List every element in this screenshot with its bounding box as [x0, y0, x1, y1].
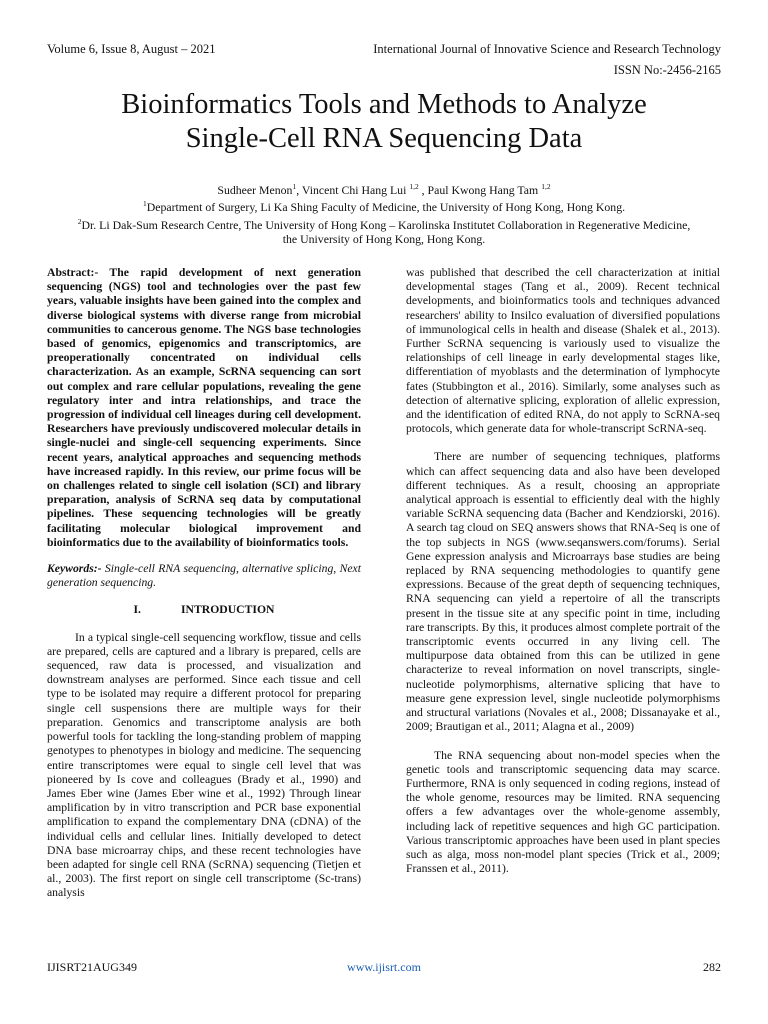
author-3-sup: 1,2: [541, 182, 551, 191]
author-2: , Vincent Chi Hang Lui: [296, 182, 410, 197]
author-2-sup: 1,2: [409, 182, 419, 191]
abstract: Abstract:- The rapid development of next generation sequencing (NGS) tool and technologies over the past few years, valuable insights have been gained into the complex and diverse biological systems with diverse range from microbial communities to cancerous genome. The NGS base technologies based of genomics, epigenomics and transcriptomics, are preoperationally concentrated on individual cells characterization. As an example, ScRNA sequencing can sort out complex and rare cellular populations, revealing the gene regulatory inter and intra relationships, and trace the progression of individual cell lineages during cell development. Researchers have previously undiscovered molecular details in single-nuclei and single-cell sequencing experiments. Since recent years, analytical approaches and sequencing methods have increased rapidly. In this review, our prime focus will be on challenges related to single cell isolation (SCI) and library preparation, analysis of ScRNA seq data by computational pipelines. These sequencing technologies will be greatly facilitating molecular biological improvement and bioinformatics due to the availability of bioinformatics tools.: [47, 266, 361, 549]
section-heading: [47, 603, 361, 617]
volume-issue: Volume 6, Issue 8, August – 2021: [47, 42, 216, 56]
section-number: I.: [133, 603, 141, 617]
author-1: Sudheer Menon: [217, 182, 293, 197]
right-paragraph-3: The RNA sequencing about non-model species when the genetic tools and transcriptomic sequencing data may scarce. Furthermore, RNA is only sequenced in coding regions, instead of the whole genome, resources may be limited. RNA sequencing offers a few advantages over the whole-genome assembly, including lack of repetitive sequences and high GC participation. Various transcriptomic approaches have been used in plant species such as alga, moss non-model plant species (Trick et al., 2009; Franssen et al., 2011).: [406, 748, 720, 876]
author-1-sup: 1: [292, 182, 297, 191]
footer-code: IJISRT21AUG349: [47, 960, 137, 974]
affiliation-2: $^2$Dr. Li Dak-Sum Research Centre, The University of Hong Kong – Karolinska Institutet Collaboration in Regenerative Medicine,: [77, 216, 691, 232]
paper-title: [0, 88, 768, 156]
author-3: , Paul Kwong Hang Tam: [418, 182, 542, 197]
footer-url[interactable]: www.ijisrt.com: [347, 960, 421, 974]
right-paragraph-1: was published that described the cell characterization at initial developmental stages (Tang et al., 2009). Recent technical developments, and bioinformatics tools and techniques advanced researchers' ability to Insilco evaluation of diversified populations of immunological cells in health and disease (Shalek et al., 2013). Further ScRNA sequencing is variously used to visualize the relationships of cell lineage in early developmental stages like, differentiation of myoblasts and the determination of lymphocyte fates (Stubbington et al., 2016). Similarly, some analyses such as detection of alternative splicing, exploration of allelic expression, and the identification of edited RNA, do not apply to ScRNA-seq protocols, which generate data for whole-transcript ScRNA-seq.: [406, 266, 720, 436]
title-line-2: Single-Cell RNA Sequencing Data: [185, 123, 583, 154]
keywords-text: Single-cell RNA sequencing, alternative splicing, Next generation sequencing.: [47, 562, 361, 590]
author-names: [0, 180, 768, 197]
affiliation-1: $^1$Department of Surgery, Li Ka Shing Faculty of Medicine, the University of Hong Kong, Hong Kong.: [142, 199, 626, 215]
issn: ISSN No:-2456-2165: [613, 63, 721, 77]
keywords-label: Keywords:-: [47, 562, 102, 576]
right-paragraph-2: There are number of sequencing techniques, platforms which can affect sequencing data and also have been developed different techniques. As a result, choosing an appropriate analytical approach is essential to efficiently deal with the highly variable ScRNA sequencing data (Bacher and Kendziorski, 2016). A search tag cloud on SEQ answers shows that RNA-Seq is one of the top subjects in NGS (www.seqanswers.com/forums). Serial Gene expression analysis and Microarrays base studies are being replaced by RNA sequencing methodologies to quantify gene expressions. Because of the great depth of sequencing techniques, RNA sequencing can yield a repertoire of all the transcripts present in the tissue site at any specific point in time, including rare transcripts. By this, it produces almost complete portrait of the transcriptomic events occurred in any living cell. The multipurpose data obtained from this can be utilized in gene characterize to reveal information on novel transcripts, single-nucleotide polymorphisms, alternative splicing that have to measure gene expression level, single nucleotide polymorphisms and structural variations (Novales et al., 2008; Dissanayake et al., 2009; Brautigan et al., 2011; Alagna et al., 2009): [406, 450, 720, 734]
intro-paragraph: In a typical single-cell sequencing workflow, tissue and cells are prepared, cells are captured and a library is prepared, cells are sequenced, raw data is processed, and visualization and downstream analyses are performed. Since each tissue and cell type to be isolated may require a different protocol for preparing single cell suspensions there are multiple ways for their preparation. Genomics and transcriptome analysis are both powerful tools for tackling the long-standing problem of mapping genotypes to phenotypes in biology and medicine. The sequencing entire transcriptomes were equal to single cell level that was pioneered by Is cove and colleagues (Brady et al., 1990) and James Eber wine (James Eber wine et al., 1992) Through linear amplification by in vitro transcription and PCR base exponential amplification to expand the complementary DNA (cDNA) of the individual cells and cellular lines. Initially developed to detect DNA base microarray chips, and these recent technologies have been adapted for single cell RNA (ScRNA) sequencing (Tietjen et al., 2003). The first report on single cell transcriptome (Sc-trans) analysis: [47, 630, 361, 900]
left-column: [47, 266, 361, 901]
right-column: [406, 266, 720, 876]
section-title: INTRODUCTION: [180, 603, 275, 617]
journal-name: International Journal of Innovative Science and Research Technology: [373, 42, 721, 56]
author-block: [0, 180, 768, 247]
title-line-1: Bioinformatics Tools and Methods to Analyze: [121, 89, 647, 120]
page-number: 282: [703, 960, 721, 974]
keywords: [47, 562, 361, 590]
affiliation-2-cont: the University of Hong Kong, Hong Kong.: [282, 232, 486, 247]
